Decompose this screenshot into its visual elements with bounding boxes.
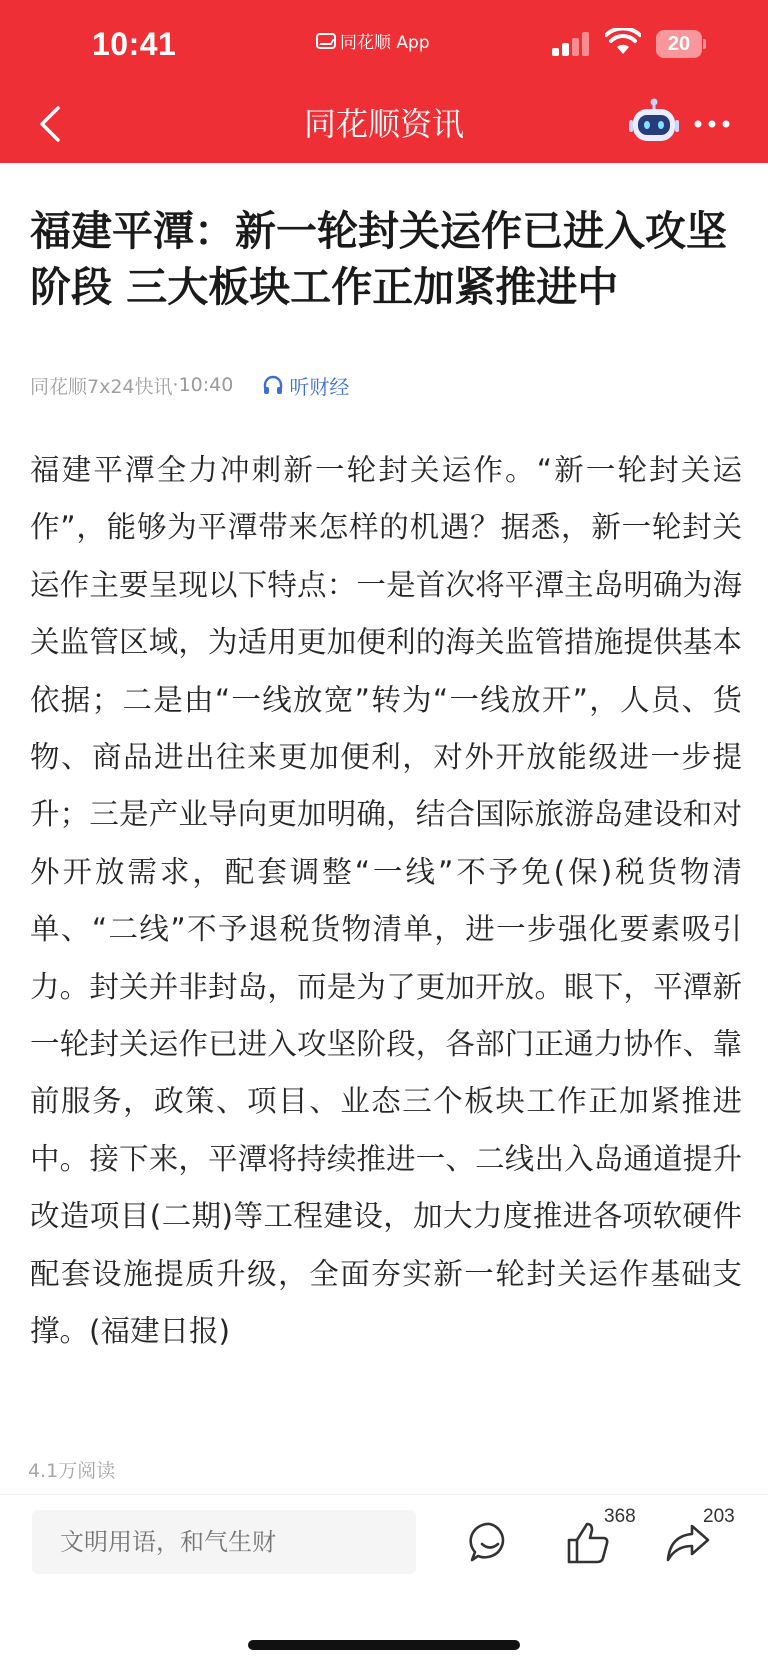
comment-icon bbox=[468, 1520, 512, 1564]
home-indicator[interactable] bbox=[248, 1640, 520, 1650]
battery-level: 20 bbox=[667, 33, 691, 55]
battery-icon bbox=[656, 30, 706, 58]
headphones-icon bbox=[261, 373, 285, 397]
cellular-signal-icon bbox=[552, 32, 592, 56]
article-title: 福建平潭：新一轮封关运作已进入攻坚阶段 三大板块工作正加紧推进中 bbox=[30, 207, 727, 311]
more-icon bbox=[690, 102, 734, 146]
divider bbox=[0, 1494, 768, 1495]
header bbox=[0, 0, 768, 163]
article-time: 10:40 bbox=[178, 374, 234, 396]
more-button[interactable] bbox=[690, 102, 734, 146]
article-meta bbox=[30, 370, 740, 400]
app-badge[interactable] bbox=[316, 28, 430, 53]
nav-title: 同花顺资讯 bbox=[303, 105, 464, 143]
like-button[interactable] bbox=[560, 1506, 650, 1574]
status-time: 10:41 bbox=[92, 26, 177, 62]
robot-assistant-icon bbox=[628, 96, 680, 148]
app-logo-icon bbox=[316, 33, 336, 49]
article-body: 福建平潭全力冲刺新一轮封关运作。“新一轮封关运作”，能够为平潭带来怎样的机遇？据悉，新一轮封关运作主要呈现以下特点：一是首次将平潭主岛明确为海关监管区域，为适用更加便利的海关监管措施提供基本依据；二是由“一线放宽”转为“一线放开”，人员、货物、商品进出往来更加便利，对外开放能级进一步提升；三是产业导向更加明确，结合国际旅游岛建设和对外开放需求，配套调整“一线”不予免(保)税货物清单、“二线”不予退税货物清单，进一步强化要素吸引力。封关并非封岛，而是为了更加开放。眼下，平潭新一轮封关运作已进入攻坚阶段，各部门正通力协作、靠前服务，政策、项目、业态三个板块工作正加紧推进中。接下来，平潭将持续推进一、二线出入岛通道提升改造项目(二期)等工程建设，加大力度推进各项软硬件配套设施提质升级，全面夯实新一轮封关运作基础支撑。(福建日报) bbox=[30, 453, 742, 1349]
robot-assistant-button[interactable] bbox=[628, 96, 680, 148]
share-button[interactable] bbox=[660, 1506, 760, 1574]
listen-button[interactable] bbox=[261, 371, 349, 400]
listen-label: 听财经 bbox=[289, 374, 350, 399]
comment-button[interactable] bbox=[460, 1510, 520, 1574]
status-bar bbox=[0, 0, 768, 90]
nav-bar bbox=[0, 90, 768, 163]
like-count: 368 bbox=[604, 1506, 636, 1527]
share-count: 203 bbox=[703, 1506, 735, 1527]
meta-separator: · bbox=[172, 374, 179, 396]
wifi-icon bbox=[605, 28, 641, 56]
app-badge-label: 同花顺 App bbox=[340, 33, 430, 53]
article-source: 同花顺7x24快讯 bbox=[30, 375, 173, 398]
comment-input[interactable] bbox=[32, 1510, 416, 1574]
read-count: 4.1万阅读 bbox=[28, 1460, 116, 1482]
